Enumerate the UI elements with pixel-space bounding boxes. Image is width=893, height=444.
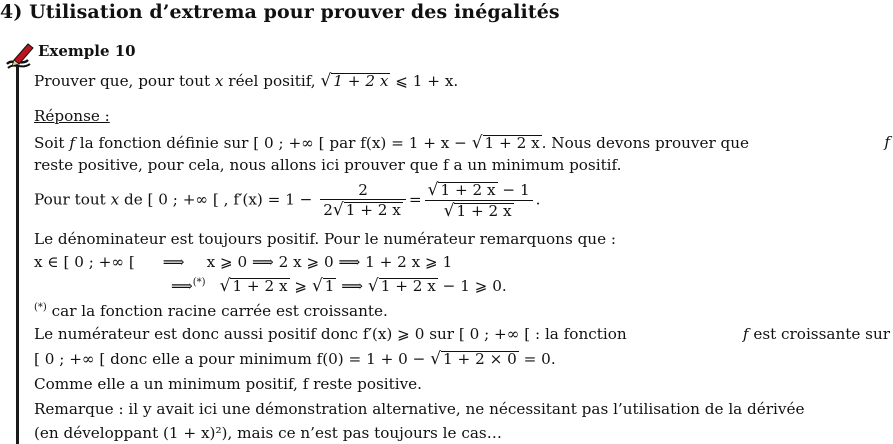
- reponse-label: Réponse :: [34, 107, 110, 125]
- answer-line-4: Le dénominateur est toujours positif. Pour le numérateur remarquons que :: [34, 230, 617, 248]
- remark-line-1: Remarque : il y avait ici une démonstration alternative, ne nécessitant pas l’utilisation de la dérivée: [34, 400, 805, 418]
- implication-line-1: x ∈ [ 0 ; +∞ [ ⟹ x ⩾ 0 ⟹ 2 x ⩾ 0 ⟹ 1 + 2 x ⩾ 1: [34, 253, 453, 271]
- answer-line-10: Comme elle a un minimum positif, f reste positive.: [34, 375, 422, 393]
- answer-line-1: Soit f la fonction définie sur [ 0 ; +∞ [ par f(x) = 1 + x − √ 1 + 2 x . Nous devons prouver que f: [34, 133, 890, 153]
- section-title: 4) Utilisation d’extrema pour prouver des inégalités: [0, 1, 560, 23]
- example-left-bar: [16, 66, 19, 444]
- pencil-icon: [4, 40, 34, 70]
- answer-line-2: reste positive, pour cela, nous allons ici prouver que f a un minimum positif.: [34, 156, 622, 174]
- example-title: Exemple 10: [38, 42, 136, 60]
- answer-line-8: Le numérateur est donc aussi positif donc f′(x) ⩾ 0 sur [ 0 ; +∞ [ : la fonction f est croissante sur: [34, 325, 890, 343]
- answer-line-9: [ 0 ; +∞ [ donc elle a pour minimum f(0) = 1 + 0 − √ 1 + 2 × 0 = 0.: [34, 349, 556, 369]
- derivative-line: Pour tout x de [ 0 ; +∞ [ , f′(x) = 1 − $\frac{2}{2√ 1 + 2 x}$ = $\frac{√ 1 + 2 x - 1}{√ 1 + 2 x}$ .: [34, 180, 541, 221]
- fraction-2: $\frac{√ 1 + 2 x - 1}{√ 1 + 2 x}$: [425, 180, 533, 221]
- fraction-1: $\frac{2}{2√ 1 + 2 x}$: [320, 181, 406, 220]
- statement: Prouver que, pour tout x réel positif, √ 1 + 2 x ⩽ 1 + x.: [34, 71, 459, 91]
- implication-line-2: ⟹(*) √ 1 + 2 x ⩾ √ 1 ⟹ √ 1 + 2 x − 1 ⩾ 0.: [171, 276, 507, 296]
- footnote-line: (*) car la fonction racine carrée est croissante.: [34, 302, 388, 321]
- remark-line-2: (en développant (1 + x)²), mais ce n’est pas toujours le cas…: [34, 424, 502, 442]
